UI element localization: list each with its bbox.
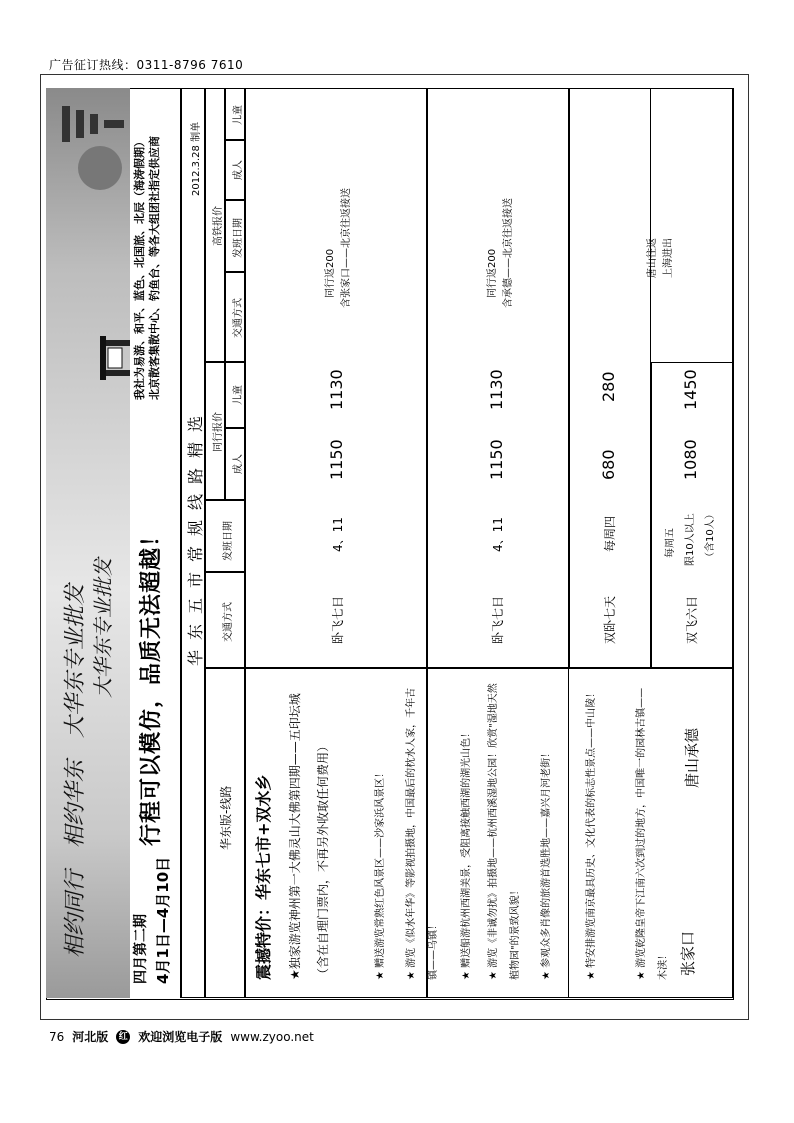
date-1: 4、11 xyxy=(331,517,345,552)
calligraphy-line: 相约同行 相约华东 大华东专业批发 xyxy=(63,583,88,958)
city-zhangjiakou: 张家口 xyxy=(679,930,697,976)
issue-title: 四月第二期 xyxy=(133,914,149,984)
adult-price-2: 1150 xyxy=(487,439,506,480)
date-4b: 限10人以上 xyxy=(685,513,696,566)
pagoda-icon xyxy=(50,88,126,198)
child-price-1: 1130 xyxy=(327,369,346,410)
adult-price-4: 1080 xyxy=(681,439,700,480)
feature-5: ★ 参观众多肖像的旅游首选胜地——嘉兴月河老街！ xyxy=(541,747,552,980)
issue-block xyxy=(130,834,174,984)
route-highlight: ★独家游览神州第一大佛灵山大佛第四期——五印坛城（含在自理门票内，不再另外收取任何费用） xyxy=(288,693,330,980)
high-child-header: 儿童 xyxy=(233,105,244,125)
transport-1: 卧飞七日 xyxy=(331,595,345,644)
partner-list xyxy=(132,136,162,400)
header xyxy=(130,88,178,998)
slogan: 行程可以模仿，品质无法超越！ xyxy=(139,523,164,846)
date-4c: （含10人） xyxy=(705,509,716,562)
city-chengde: 承德 xyxy=(683,727,701,758)
date-3: 每周四 xyxy=(603,515,617,552)
child-col-header: 儿童 xyxy=(233,385,244,405)
transport-4: 双飞六日 xyxy=(685,595,699,644)
route-col-header: 华东版-线路 xyxy=(219,785,233,850)
child-price-2: 1130 xyxy=(487,369,506,410)
gate-icon xyxy=(86,328,130,388)
high-note-2b: 含承德——北京往返接送 xyxy=(503,198,514,308)
table-title: 华东五市常规线路精选 xyxy=(186,405,205,666)
date-4a: 每周五 xyxy=(665,528,676,558)
promo-text: 欢迎浏览电子版 xyxy=(138,1030,223,1044)
rotated-ad xyxy=(46,88,732,998)
transport-3: 双卧七天 xyxy=(603,595,617,644)
banner-strip xyxy=(46,88,130,998)
feature-3: ★ 赠送船游杭州西湖美景，受阻离接触西湖的湖光山色！ xyxy=(461,727,472,980)
feature-7: ★ 游览乾隆皇帝下江南六次到过的地方，中国唯一的园林古镇——木渎！ xyxy=(636,687,669,980)
hotline-text: 广告征订热线：0311-8796 7610 xyxy=(49,58,244,72)
peer-col-header: 同行报价 xyxy=(213,412,224,452)
high-note-1a: 同行返200 xyxy=(325,248,336,298)
transport-2: 卧飞七日 xyxy=(491,595,505,644)
high-date-header: 发班日期 xyxy=(233,218,244,258)
high-adult-header: 成人 xyxy=(233,160,244,180)
logo-icon: 红 xyxy=(116,1030,130,1044)
route-title: 震撼特价：华东七市+双水乡 xyxy=(254,774,273,980)
adult-price-1: 1150 xyxy=(327,439,346,480)
feature-4: ★ 游览《非诚勿扰》拍摄地——杭州西溪湿地公园！欣赏"湿地天然植物园"的景致风貌！ xyxy=(488,683,521,980)
issue-dates: 4月1日—4月10日 xyxy=(154,856,172,984)
high-note-3a: 唐山往返 xyxy=(647,238,658,278)
route-table xyxy=(180,88,733,998)
feature-1: ★ 赠送游览常熟红色风景区——沙家浜风景区！ xyxy=(375,767,386,980)
child-price-4: 1450 xyxy=(681,369,700,410)
adult-col-header: 成人 xyxy=(233,454,244,474)
high-note-2a: 同行返200 xyxy=(487,248,498,298)
high-note-3b: 上海进出 xyxy=(663,238,674,278)
footer xyxy=(49,1028,314,1045)
adult-price-3: 680 xyxy=(599,449,618,480)
date-note: 2012.3.28 制单 xyxy=(191,121,202,196)
date-2: 4、11 xyxy=(491,517,505,552)
feature-6: ★ 特安排游览南京最具历史、文化代表的标志性景点——中山陵！ xyxy=(586,687,597,980)
partner-line-1: 我社为易游、和平、蓝色、北国旅、北辰（海涛假期） xyxy=(133,136,146,400)
high-note-1b: 含张家口——北京往返接送 xyxy=(341,188,352,308)
partner-line-2: 北京散客集散中心、钓鱼台、等各大组团社指定供应商 xyxy=(148,136,161,400)
city-tangshan: 唐山 xyxy=(683,757,701,788)
page-number: 76 xyxy=(49,1029,65,1044)
high-col-header: 高铁报价 xyxy=(213,206,224,246)
site-url[interactable]: www.zyoo.net xyxy=(230,1029,314,1044)
date-col-header: 发班日期 xyxy=(223,521,234,561)
calligraphy-line-2: 大华东专业批发 xyxy=(91,558,115,698)
edition-label: 河北版 xyxy=(72,1030,109,1044)
feature-2: ★ 游览《似水年华》等影视拍摄地，中国最后的枕水人家，千年古镇——乌镇！ xyxy=(406,687,439,980)
transport-col-header: 交通方式 xyxy=(223,602,234,642)
child-price-3: 280 xyxy=(599,371,618,402)
high-transport-header: 交通方式 xyxy=(233,298,244,338)
